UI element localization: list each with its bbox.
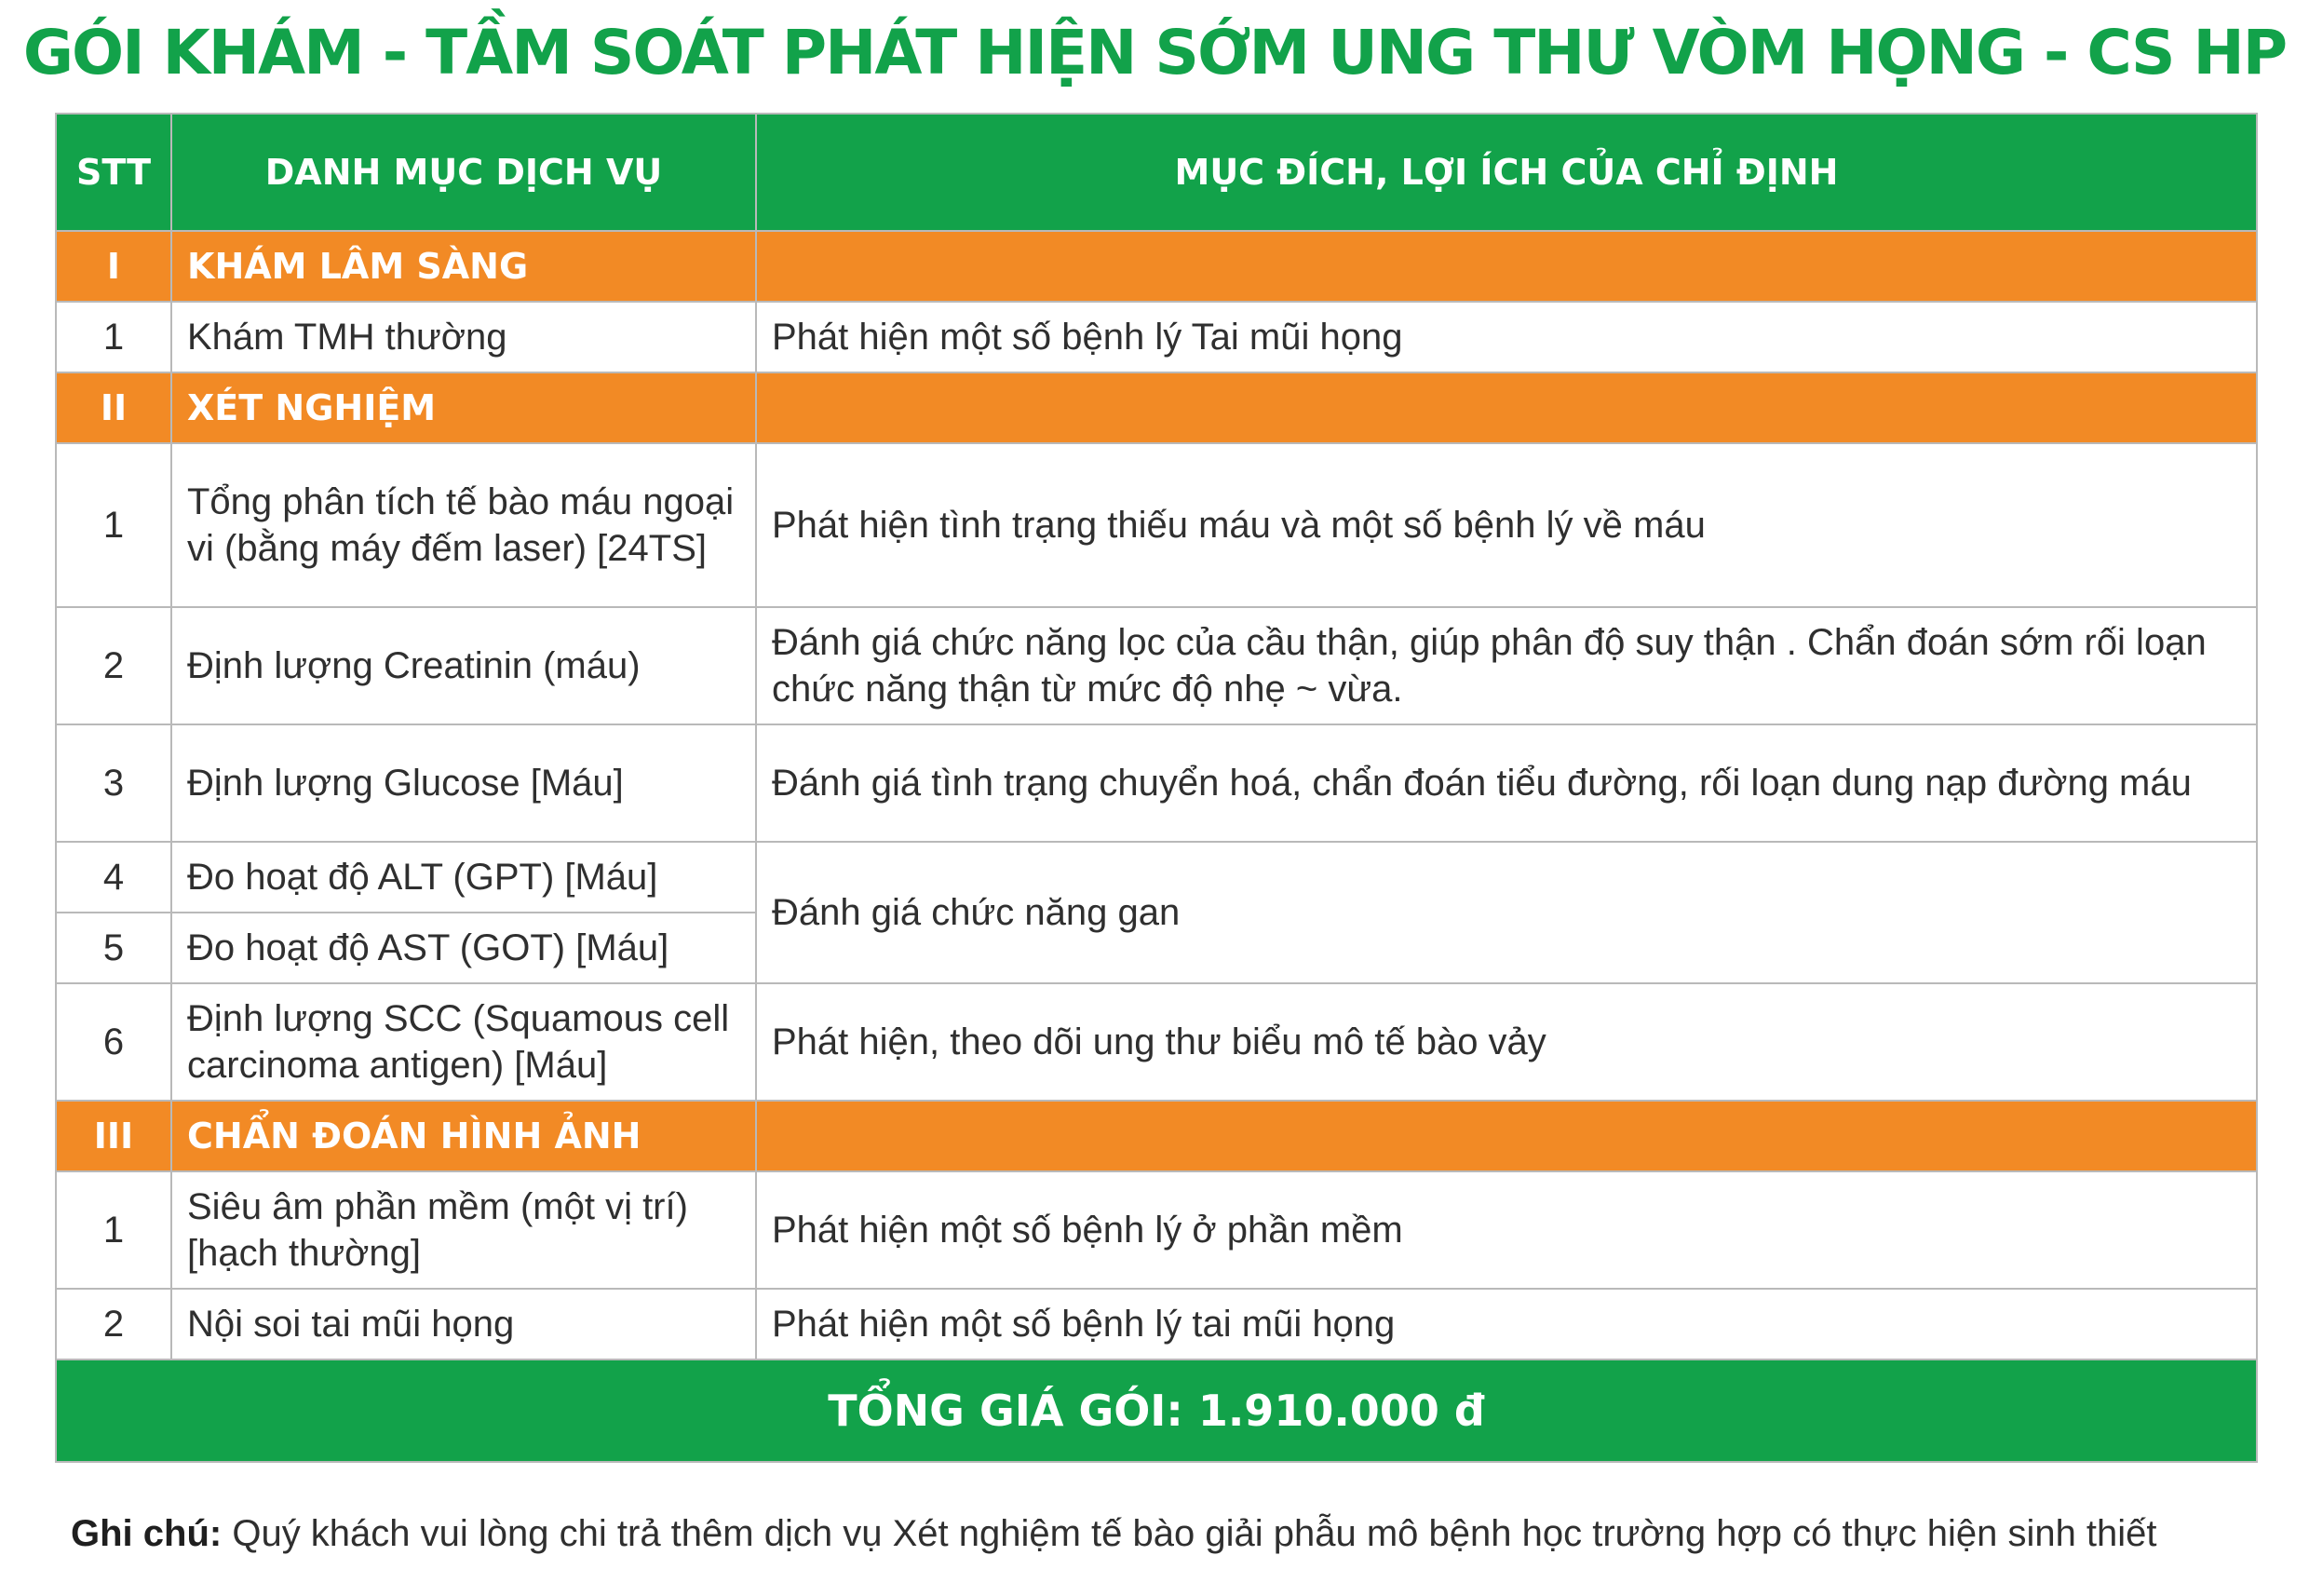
table-row [56, 983, 2257, 1101]
row-stt: 1 [56, 443, 171, 607]
row-purpose: Đánh giá chức năng lọc của cầu thận, giúp phân độ suy thận . Chẩn đoán sớm rối loạn chức năng thận từ mức độ nhẹ ~ vừa. [756, 607, 2257, 724]
row-service: Khám TMH thường [171, 302, 756, 372]
header-purpose: MỤC ĐÍCH, LỢI ÍCH CỦA CHỈ ĐỊNH [756, 114, 2257, 231]
total-price: TỔNG GIÁ GÓI: 1.910.000 đ [56, 1359, 2257, 1462]
section-row-xet-nghiem [56, 372, 2257, 443]
row-purpose: Phát hiện một số bệnh lý ở phần mềm [756, 1171, 2257, 1289]
row-stt: 4 [56, 842, 171, 913]
page-title: GÓI KHÁM - TẦM SOÁT PHÁT HIỆN SỚM UNG THƯ VÒM HỌNG - CS HP [22, 17, 2287, 88]
header-stt: STT [56, 114, 171, 231]
table-header-row [56, 114, 2257, 231]
row-stt: 6 [56, 983, 171, 1101]
section-numeral: I [56, 231, 171, 302]
table-row [56, 1171, 2257, 1289]
total-row [56, 1359, 2257, 1462]
row-stt: 1 [56, 302, 171, 372]
row-service: Định lượng Glucose [Máu] [171, 724, 756, 842]
row-service: Siêu âm phần mềm (một vị trí) [hạch thường] [171, 1171, 756, 1289]
section-empty-cell [756, 231, 2257, 302]
table-row [56, 443, 2257, 607]
row-service: Đo hoạt độ AST (GOT) [Máu] [171, 913, 756, 983]
table-row [56, 607, 2257, 724]
section-row-chan-doan-hinh-anh [56, 1101, 2257, 1171]
row-stt: 5 [56, 913, 171, 983]
row-service: Nội soi tai mũi họng [171, 1289, 756, 1359]
row-stt: 3 [56, 724, 171, 842]
table-row [56, 724, 2257, 842]
row-purpose: Phát hiện một số bệnh lý Tai mũi họng [756, 302, 2257, 372]
row-purpose: Đánh giá tình trạng chuyển hoá, chẩn đoán tiểu đường, rối loạn dung nạp đường máu [756, 724, 2257, 842]
row-stt: 1 [56, 1171, 171, 1289]
row-purpose: Đánh giá chức năng gan [756, 842, 2257, 983]
row-service: Định lượng SCC (Squamous cell carcinoma antigen) [Máu] [171, 983, 756, 1101]
footnote-text: Quý khách vui lòng chi trả thêm dịch vụ Xét nghiệm tế bào giải phẫu mô bệnh học trường hợp có thực hiện sinh thiết [222, 1513, 2157, 1554]
section-name: KHÁM LÂM SÀNG [171, 231, 756, 302]
row-purpose: Phát hiện tình trạng thiếu máu và một số bệnh lý về máu [756, 443, 2257, 607]
row-stt: 2 [56, 607, 171, 724]
section-name: XÉT NGHIỆM [171, 372, 756, 443]
footnote-label: Ghi chú: [71, 1513, 223, 1554]
section-name: CHẨN ĐOÁN HÌNH ẢNH [171, 1101, 756, 1171]
row-purpose: Phát hiện, theo dõi ung thư biểu mô tế bào vảy [756, 983, 2257, 1101]
table-row [56, 842, 2257, 913]
header-service: DANH MỤC DỊCH VỤ [171, 114, 756, 231]
row-service: Định lượng Creatinin (máu) [171, 607, 756, 724]
section-row-kham-lam-sang [56, 231, 2257, 302]
row-stt: 2 [56, 1289, 171, 1359]
footnote [71, 1513, 2157, 1555]
row-service: Đo hoạt độ ALT (GPT) [Máu] [171, 842, 756, 913]
table-row [56, 302, 2257, 372]
section-numeral: III [56, 1101, 171, 1171]
row-purpose: Phát hiện một số bệnh lý tai mũi họng [756, 1289, 2257, 1359]
table-row [56, 1289, 2257, 1359]
section-numeral: II [56, 372, 171, 443]
section-empty-cell [756, 372, 2257, 443]
section-empty-cell [756, 1101, 2257, 1171]
service-table [55, 113, 2258, 1463]
row-service: Tổng phân tích tế bào máu ngoại vi (bằng máy đếm laser) [24TS] [171, 443, 756, 607]
